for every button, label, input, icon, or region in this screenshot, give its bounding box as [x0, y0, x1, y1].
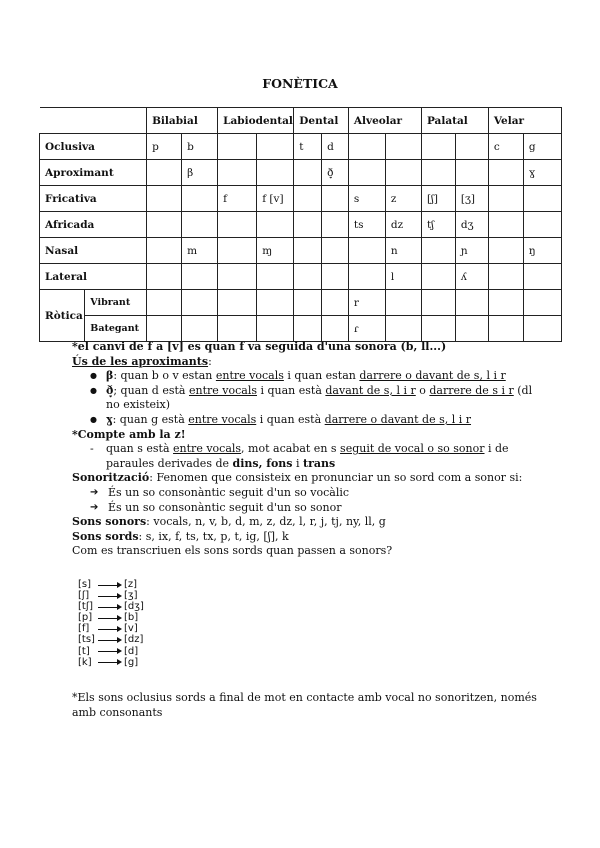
table-cell: z: [385, 186, 421, 212]
target-sound: [dz]: [124, 634, 144, 646]
sonoritzacio-label: Sonorització: [72, 471, 150, 485]
table-cell: [147, 212, 182, 238]
table-cell: [147, 264, 182, 290]
arrow-right-icon: [96, 581, 124, 589]
sonoritzacio-list: [72, 486, 542, 515]
table-cell: [385, 134, 421, 160]
table-row: [40, 134, 562, 160]
text: darrere o davant de s, l i r: [324, 412, 472, 426]
text: : Fenomen que consisteix en pronunciar un so sord com a sonor si:: [149, 471, 523, 485]
table-cell: f: [218, 186, 257, 212]
table-cell: [322, 316, 349, 342]
table-cell: [182, 212, 218, 238]
table-cell: [294, 212, 322, 238]
row-label-rotica: Ròtica: [40, 290, 85, 342]
table-cell: [ʃ]: [421, 186, 455, 212]
sords-label: Sons sords: [72, 529, 139, 543]
table-cell: [294, 160, 322, 186]
transcription-row: [78, 590, 144, 601]
table-cell: [257, 134, 294, 160]
list-item: [90, 413, 542, 428]
table-cell: [147, 290, 182, 316]
arrow-right-icon: [96, 636, 124, 644]
compte-heading: *Compte amb la z!: [72, 427, 186, 441]
target-sound: [v]: [124, 623, 138, 635]
table-cell: [218, 212, 257, 238]
text: trans: [303, 456, 336, 470]
table-cell: ɲ: [455, 238, 488, 264]
text: quan s està: [106, 442, 174, 456]
table-cell: ŋ: [523, 238, 561, 264]
table-cell: [322, 212, 349, 238]
table-cell: ts: [348, 212, 385, 238]
transcription-row: [78, 646, 144, 657]
row-label: Fricativa: [40, 186, 147, 212]
table-cell: [523, 212, 561, 238]
transcription-row: [78, 601, 144, 612]
text: entre vocals: [188, 383, 257, 397]
table-cell: [147, 186, 182, 212]
table-cell: [257, 212, 294, 238]
source-sound: [ʃ]: [78, 590, 90, 602]
table-cell: [348, 264, 385, 290]
table-cell: ɣ: [523, 160, 561, 186]
text: i de paraules derivades de: [106, 442, 509, 470]
header-cell: Alveolar: [348, 108, 421, 134]
phonetics-table: [39, 107, 562, 342]
table-cell: [488, 290, 523, 316]
target-sound: [dʒ]: [124, 601, 144, 613]
text: i quan estan: [283, 369, 360, 383]
footnote: *Els sons oclusius sords a final de mot en contacte amb vocal no sonoritzen, només amb consonants: [72, 691, 537, 719]
table-cell: [523, 316, 561, 342]
table-cell: [182, 316, 218, 342]
table-cell: [385, 290, 421, 316]
header-cell: Palatal: [421, 108, 488, 134]
sonors-label: Sons sonors: [72, 515, 147, 529]
text: entre vocals: [173, 442, 242, 456]
transcription-row: [78, 612, 144, 623]
table-row: [40, 264, 562, 290]
header-cell: Velar: [488, 108, 561, 134]
text: o: [415, 383, 430, 397]
text: : quan g està: [112, 412, 189, 426]
table-cell: r: [348, 290, 385, 316]
table-cell: [421, 316, 455, 342]
text: entre vocals: [188, 412, 257, 426]
sonoritzacio-line: [72, 471, 542, 486]
source-sound: [f]: [78, 623, 90, 635]
table-cell: t: [294, 134, 322, 160]
sords-line: [72, 530, 542, 545]
table-cell: [488, 238, 523, 264]
text: (dl no existeix): [106, 383, 533, 412]
arrow-right-icon: [96, 658, 124, 666]
table-cell: [421, 160, 455, 186]
source-sound: [s]: [78, 579, 92, 590]
table-cell: [ʒ]: [455, 186, 488, 212]
table-cell: p: [147, 134, 182, 160]
table-row: [40, 290, 562, 316]
table-cell: [421, 238, 455, 264]
transcription-row: [78, 579, 144, 590]
target-sound: [z]: [124, 579, 138, 590]
arrow-right-icon: [96, 647, 124, 655]
table-cell: [488, 186, 523, 212]
table-cell: [348, 238, 385, 264]
notes-section: [72, 340, 542, 559]
text: dins, fons: [232, 456, 293, 470]
table-cell: [218, 238, 257, 264]
target-sound: [g]: [124, 656, 139, 668]
transcription-row: [78, 634, 144, 645]
table-cell: [257, 264, 294, 290]
table-cell: [294, 290, 322, 316]
text: darrere o davant de s, l i r: [359, 369, 506, 383]
table-cell: [322, 264, 349, 290]
arrow-right-icon: [96, 614, 124, 622]
table-cell: [488, 264, 523, 290]
header-cell: Bilabial: [147, 108, 218, 134]
table-header-row: [40, 108, 562, 134]
table-cell: [257, 160, 294, 186]
target-sound: [d]: [124, 645, 139, 657]
table-row: [40, 238, 562, 264]
table-row: [40, 212, 562, 238]
table-cell: [348, 134, 385, 160]
arrow-right-icon: [96, 603, 124, 611]
table-cell: g: [523, 134, 561, 160]
table-row: [40, 316, 562, 342]
table-row: [40, 160, 562, 186]
table-cell: dʒ: [455, 212, 488, 238]
arrow-right-icon: [96, 592, 124, 600]
row-sublabel: Bategant: [85, 316, 147, 342]
table-cell: ʎ: [455, 264, 488, 290]
source-sound: [k]: [78, 656, 92, 668]
symbol: β: [106, 369, 114, 383]
header-cell: Labiodental: [218, 108, 294, 134]
table-cell: ð̞: [322, 160, 349, 186]
target-sound: [b]: [124, 612, 139, 624]
table-cell: [147, 160, 182, 186]
aprox-colon: :: [208, 354, 212, 368]
table-cell: c: [488, 134, 523, 160]
table-cell: [385, 160, 421, 186]
table-cell: n: [385, 238, 421, 264]
symbol: ɣ: [106, 412, 113, 426]
table-cell: [294, 264, 322, 290]
table-cell: [488, 160, 523, 186]
table-cell: [523, 290, 561, 316]
row-label: Lateral: [40, 264, 147, 290]
table-cell: [421, 264, 455, 290]
table-cell: [294, 238, 322, 264]
transcription-row: [78, 623, 144, 634]
table-cell: tʃ: [421, 212, 455, 238]
table-cell: [488, 316, 523, 342]
table-cell: [455, 134, 488, 160]
row-label: Oclusiva: [40, 134, 147, 160]
table-cell: [147, 316, 182, 342]
table-cell: [455, 290, 488, 316]
transcription-list: [78, 579, 144, 668]
row-sublabel: Vibrant: [85, 290, 147, 316]
table-cell: [294, 316, 322, 342]
text: davant de s, l i r: [325, 383, 416, 397]
aprox-list: [72, 369, 542, 427]
text: , mot acabat en s: [241, 442, 341, 456]
table-cell: [322, 238, 349, 264]
text: : quan b o v estan: [113, 369, 216, 383]
table-cell: [322, 290, 349, 316]
text: : s, ix, f, ts, tx, p, t, ig, [ʃ], k: [138, 529, 289, 543]
table-cell: [523, 264, 561, 290]
symbol: ð̞: [106, 383, 114, 397]
table-cell: [257, 316, 294, 342]
table-cell: [182, 264, 218, 290]
table-row: [40, 186, 562, 212]
table-cell: [182, 290, 218, 316]
aprox-heading-line: [72, 355, 542, 370]
table-cell: [218, 134, 257, 160]
text: : vocals, n, v, b, d, m, z, dz, l, r, j, tj, ny, ll, g: [146, 515, 386, 529]
table-cell: [218, 264, 257, 290]
table-cell: [147, 238, 182, 264]
table-cell: dz: [385, 212, 421, 238]
table-cell: s: [348, 186, 385, 212]
transcription-row: [78, 657, 144, 668]
header-cell: Dental: [294, 108, 349, 134]
table-cell: f [v]: [257, 186, 294, 212]
row-label: Aproximant: [40, 160, 147, 186]
row-label: Africada: [40, 212, 147, 238]
page-title: FONÈTICA: [262, 76, 338, 91]
table-cell: [294, 186, 322, 212]
table-cell: ɱ: [257, 238, 294, 264]
table-cell: [218, 316, 257, 342]
list-item: [90, 384, 542, 413]
table-cell: [488, 212, 523, 238]
text: i quan està: [256, 412, 325, 426]
table-cell: [348, 160, 385, 186]
table-cell: [523, 186, 561, 212]
arrow-right-icon: [96, 625, 124, 633]
source-sound: [p]: [78, 612, 93, 624]
table-cell: [455, 316, 488, 342]
table-cell: [182, 186, 218, 212]
table-cell: d: [322, 134, 349, 160]
table-cell: [218, 290, 257, 316]
compte-list: [72, 442, 542, 471]
row-label: Nasal: [40, 238, 147, 264]
list-item: [90, 442, 542, 471]
table-cell: [455, 160, 488, 186]
sonors-line: [72, 515, 542, 530]
table-cell: b: [182, 134, 218, 160]
table-corner: [40, 108, 147, 134]
text: seguit de vocal o so sonor: [340, 442, 485, 456]
source-sound: [t]: [78, 645, 90, 657]
table-cell: [421, 134, 455, 160]
text: i: [292, 456, 304, 470]
table-cell: β: [182, 160, 218, 186]
text: darrere de s i r: [429, 383, 514, 397]
table-cell: [385, 316, 421, 342]
canvi-note: *el canvi de f a [v] es quan f va seguida d'una sonora (b, ll...): [72, 340, 447, 353]
list-item: ➔ És un so consonàntic seguit d'un so vocàlic: [90, 486, 542, 501]
question-line: Com es transcriuen els sons sords quan passen a sonors?: [72, 544, 393, 558]
text: entre vocals: [215, 369, 284, 383]
table-cell: [421, 290, 455, 316]
table-cell: l: [385, 264, 421, 290]
aprox-heading: Ús de les aproximants: [72, 354, 209, 368]
text: ; quan d està: [113, 383, 189, 397]
list-item: [90, 369, 542, 384]
list-item: ➔ És un so consonàntic seguit d'un so sonor: [90, 501, 542, 516]
target-sound: [ʒ]: [124, 590, 138, 602]
source-sound: [ts]: [78, 634, 95, 646]
source-sound: [tʃ]: [78, 601, 94, 613]
table-cell: [322, 186, 349, 212]
text: i quan està: [256, 383, 326, 397]
table-cell: [257, 290, 294, 316]
table-cell: m: [182, 238, 218, 264]
table-cell: ɾ: [348, 316, 385, 342]
table-cell: [218, 160, 257, 186]
